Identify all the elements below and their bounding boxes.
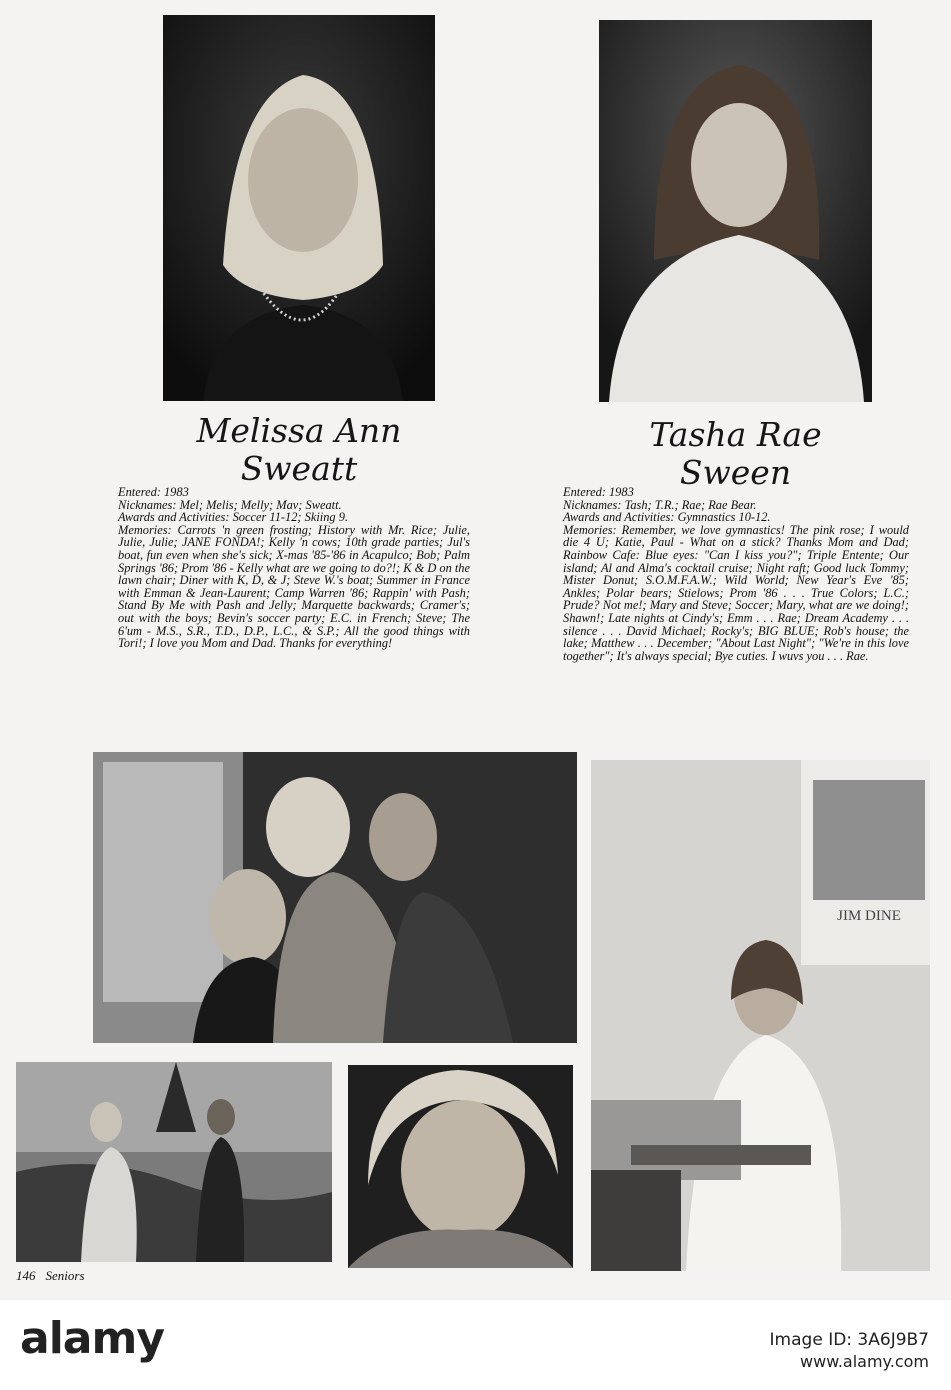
bio-nicknames: Nicknames: Mel; Melis; Melly; Mav; Sweatt. bbox=[118, 497, 342, 512]
portrait-photo-tasha bbox=[599, 20, 872, 402]
section-name: Seniors bbox=[45, 1268, 85, 1283]
candid-photo-outdoors bbox=[16, 1062, 332, 1262]
bio-nicknames: Nicknames: Tash; T.R.; Rae; Rae Bear. bbox=[563, 497, 757, 512]
bio-memories: Memories: Carrots 'n green frosting; History with Mr. Rice; Julie, Julie, Julie; JANE FONDA!; Kelly 'n cows; 10th grade parties; Jul's boat, fun even when she's sick; X-mas '85-'86 in Acapulco; Bob; Palm Springs '86; Prom '86 - Kelly what are we going to do?!; K & D on the lawn chair; Diner with K, D, & J; Steve W.'s boat; Summer in France with Emman & Jean-Laurent; Camp Warren '86; Rappin' with Pash; Stand By Me with Pash and Jelly; Marquette backwards; Cramer's; out with the boys; Bevin's soccer party; E.C. in French; Steve; The 6'um - M.S., S.R., T.D., D.P., L.C., & S.P.; All the good things with Tori!; I love you Mom and Dad. Thanks for everything! bbox=[118, 522, 470, 651]
bio-memories: Memories: Remember, we love gymnastics! The pink rose; I would die 4 U; Katie, Paul - What on a stick? Thanks Mom and Dad; Rainbow Cafe: Blue eyes: "Can I kiss you?"; Triple Entente; Our island; Al and Alma's cocktail cruise; Night raft; Good luck Tommy; Mister Donut; S.O.M.F.A.W.; Wild World; New Year's Eve '85; Ankles; Polar bears; Stielows; Prom '86 . . . True Colors; L.C.; Prude? Not me!; Mary and Steve; Soccer; Mary, what are we doing!; Shawn!; Late nights at Cindy's; Emm . . . Rae; Dream Academy . . . silence . . . David Michael; Rocky's; BIG BLUE; Rob's house; the lake; Matthew . . . December; "About Last Night"; "We're in this love together"; It's always special; Bye cuties. I wuvs you . . . Rae. bbox=[563, 522, 909, 663]
candid-photo-closeup bbox=[348, 1065, 573, 1268]
portrait-photo-melissa bbox=[163, 15, 435, 401]
image-id: Image ID: 3A6J9B7 bbox=[769, 1330, 929, 1350]
candid-photo-group bbox=[93, 752, 577, 1043]
senior-bio-tasha bbox=[563, 486, 909, 662]
bio-entered: Entered: 1983 bbox=[563, 485, 634, 499]
bio-awards: Awards and Activities: Soccer 11-12; Skiing 9. bbox=[118, 510, 348, 525]
poster-text: JIM DINE bbox=[837, 908, 901, 924]
bio-awards: Awards and Activities: Gymnastics 10-12. bbox=[563, 510, 771, 525]
page-number: 146 bbox=[16, 1268, 36, 1283]
candid-photo-desk bbox=[591, 760, 930, 1271]
brand-url: www.alamy.com bbox=[800, 1352, 929, 1371]
senior-bio-melissa bbox=[118, 486, 470, 650]
brand-logo: alamy bbox=[20, 1313, 164, 1364]
bio-entered: Entered: 1983 bbox=[118, 485, 189, 499]
senior-name-melissa: Melissa Ann Sweatt bbox=[196, 411, 402, 488]
page-caption bbox=[16, 1268, 95, 1284]
senior-name-tasha: Tasha Rae Sween bbox=[649, 415, 822, 492]
